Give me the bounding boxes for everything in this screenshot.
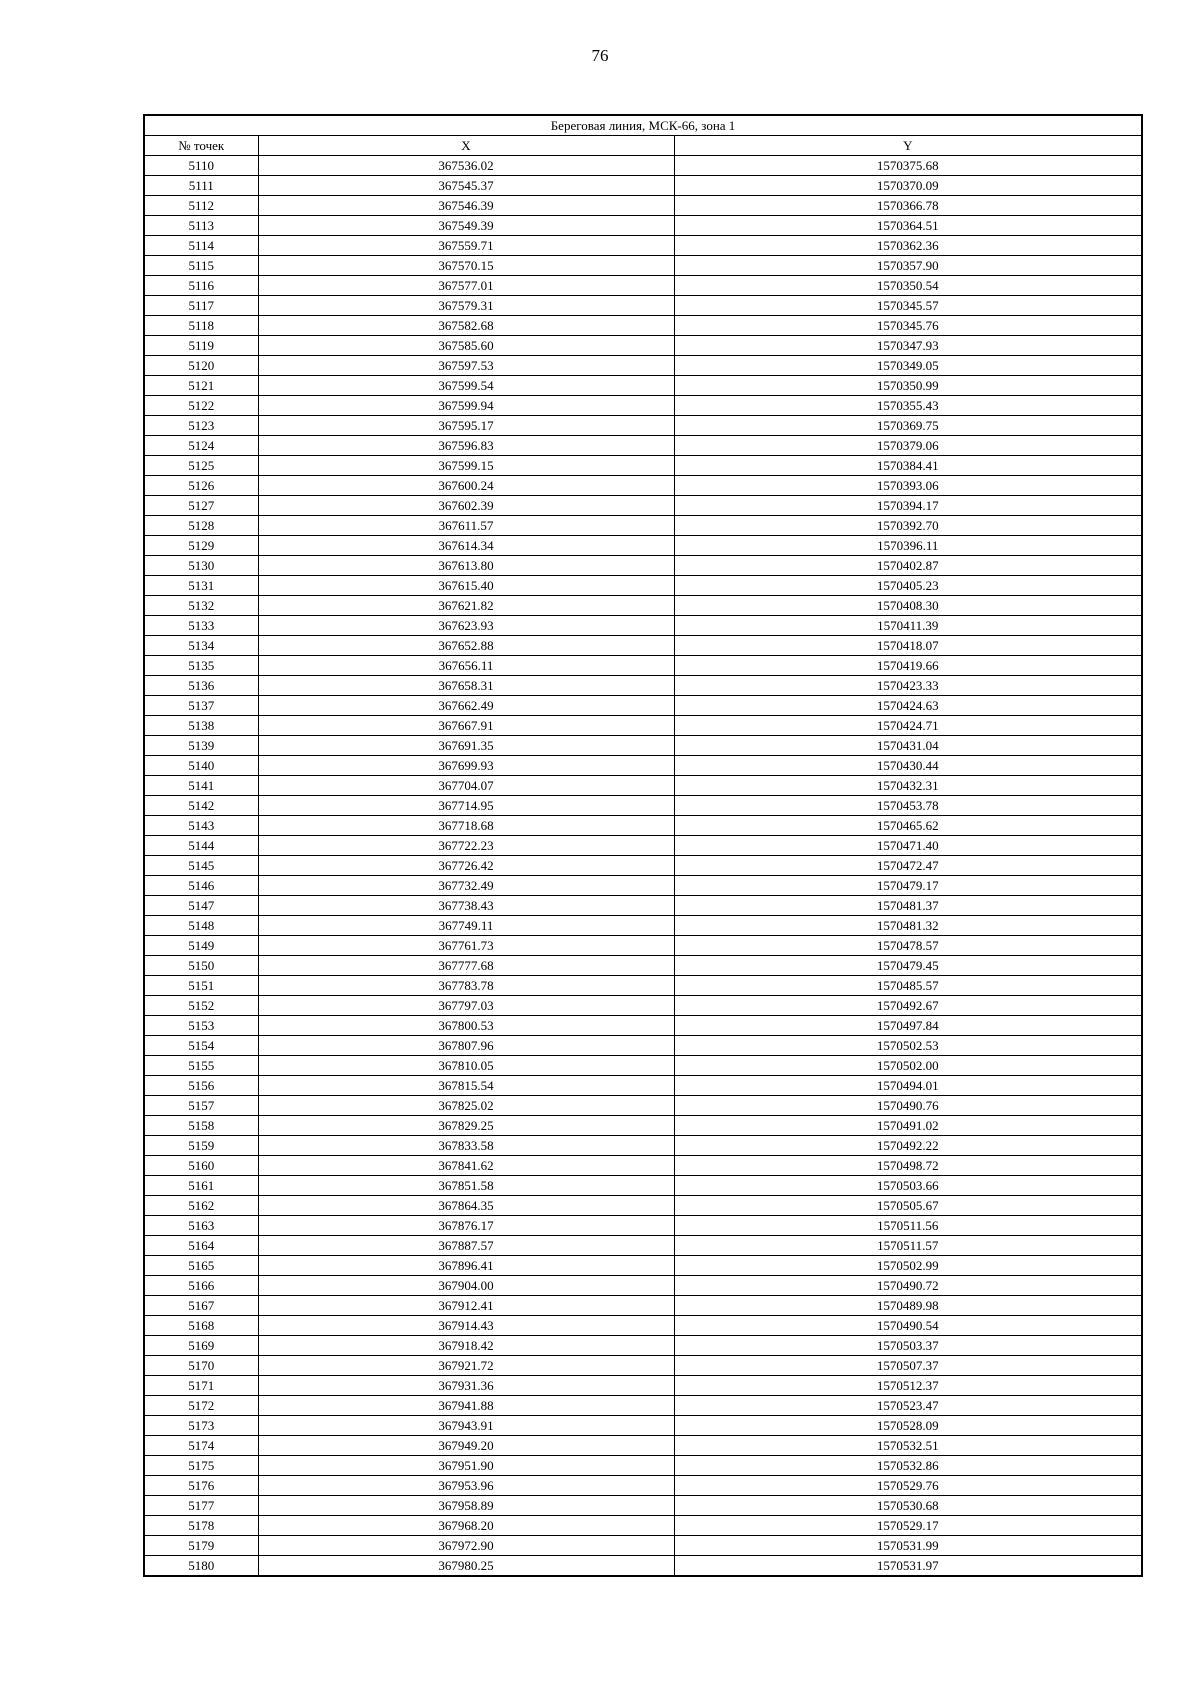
x-coordinate-cell: 367941.88: [258, 1396, 674, 1416]
point-number-cell: 5171: [144, 1376, 258, 1396]
table-row: [144, 1096, 1142, 1116]
x-coordinate-cell: 367579.31: [258, 296, 674, 316]
point-number-cell: 5113: [144, 216, 258, 236]
table-row: [144, 256, 1142, 276]
y-coordinate-cell: 1570503.37: [674, 1336, 1142, 1356]
table-row: [144, 1116, 1142, 1136]
column-header-y: Y: [674, 136, 1142, 156]
y-coordinate-cell: 1570494.01: [674, 1076, 1142, 1096]
y-coordinate-cell: 1570490.72: [674, 1276, 1142, 1296]
y-coordinate-cell: 1570347.93: [674, 336, 1142, 356]
x-coordinate-cell: 367749.11: [258, 916, 674, 936]
table-row: [144, 816, 1142, 836]
x-coordinate-cell: 367958.89: [258, 1496, 674, 1516]
table-row: [144, 1216, 1142, 1236]
point-number-cell: 5162: [144, 1196, 258, 1216]
x-coordinate-cell: 367931.36: [258, 1376, 674, 1396]
y-coordinate-cell: 1570423.33: [674, 676, 1142, 696]
point-number-cell: 5173: [144, 1416, 258, 1436]
y-coordinate-cell: 1570357.90: [674, 256, 1142, 276]
y-coordinate-cell: 1570532.86: [674, 1456, 1142, 1476]
point-number-cell: 5170: [144, 1356, 258, 1376]
point-number-cell: 5155: [144, 1056, 258, 1076]
point-number-cell: 5149: [144, 936, 258, 956]
point-number-cell: 5117: [144, 296, 258, 316]
y-coordinate-cell: 1570431.04: [674, 736, 1142, 756]
table-row: [144, 1536, 1142, 1556]
point-number-cell: 5130: [144, 556, 258, 576]
x-coordinate-cell: 367951.90: [258, 1456, 674, 1476]
x-coordinate-cell: 367652.88: [258, 636, 674, 656]
y-coordinate-cell: 1570481.37: [674, 896, 1142, 916]
table-row: [144, 1436, 1142, 1456]
point-number-cell: 5167: [144, 1296, 258, 1316]
point-number-cell: 5111: [144, 176, 258, 196]
y-coordinate-cell: 1570498.72: [674, 1156, 1142, 1176]
table-row: [144, 216, 1142, 236]
y-coordinate-cell: 1570531.99: [674, 1536, 1142, 1556]
y-coordinate-cell: 1570512.37: [674, 1376, 1142, 1396]
y-coordinate-cell: 1570507.37: [674, 1356, 1142, 1376]
point-number-cell: 5137: [144, 696, 258, 716]
x-coordinate-cell: 367864.35: [258, 1196, 674, 1216]
coordinates-table: [143, 114, 1143, 1577]
table-row: [144, 1016, 1142, 1036]
y-coordinate-cell: 1570492.67: [674, 996, 1142, 1016]
table-row: [144, 916, 1142, 936]
point-number-cell: 5172: [144, 1396, 258, 1416]
point-number-cell: 5134: [144, 636, 258, 656]
y-coordinate-cell: 1570529.17: [674, 1516, 1142, 1536]
table-row: [144, 456, 1142, 476]
column-header-x: X: [258, 136, 674, 156]
table-row: [144, 436, 1142, 456]
point-number-cell: 5138: [144, 716, 258, 736]
x-coordinate-cell: 367600.24: [258, 476, 674, 496]
y-coordinate-cell: 1570532.51: [674, 1436, 1142, 1456]
table-row: [144, 516, 1142, 536]
x-coordinate-cell: 367582.68: [258, 316, 674, 336]
point-number-cell: 5114: [144, 236, 258, 256]
table-row: [144, 1256, 1142, 1276]
y-coordinate-cell: 1570405.23: [674, 576, 1142, 596]
table-row: [144, 556, 1142, 576]
point-number-cell: 5112: [144, 196, 258, 216]
x-coordinate-cell: 367887.57: [258, 1236, 674, 1256]
page-number: 76: [591, 46, 609, 65]
point-number-cell: 5163: [144, 1216, 258, 1236]
x-coordinate-cell: 367912.41: [258, 1296, 674, 1316]
x-coordinate-cell: 367738.43: [258, 896, 674, 916]
y-coordinate-cell: 1570492.22: [674, 1136, 1142, 1156]
table-title: Береговая линия, МСК-66, зона 1: [144, 115, 1142, 136]
x-coordinate-cell: 367949.20: [258, 1436, 674, 1456]
point-number-cell: 5144: [144, 836, 258, 856]
x-coordinate-cell: 367595.17: [258, 416, 674, 436]
table-row: [144, 1476, 1142, 1496]
point-number-cell: 5150: [144, 956, 258, 976]
y-coordinate-cell: 1570479.45: [674, 956, 1142, 976]
table-row: [144, 1176, 1142, 1196]
table-row: [144, 496, 1142, 516]
x-coordinate-cell: 367704.07: [258, 776, 674, 796]
table-row: [144, 1156, 1142, 1176]
y-coordinate-cell: 1570393.06: [674, 476, 1142, 496]
y-coordinate-cell: 1570490.76: [674, 1096, 1142, 1116]
table-row: [144, 1076, 1142, 1096]
point-number-cell: 5177: [144, 1496, 258, 1516]
table-title-row: [144, 115, 1142, 136]
point-number-cell: 5139: [144, 736, 258, 756]
point-number-cell: 5169: [144, 1336, 258, 1356]
x-coordinate-cell: 367559.71: [258, 236, 674, 256]
point-number-cell: 5179: [144, 1536, 258, 1556]
x-coordinate-cell: 367536.02: [258, 156, 674, 176]
table-row: [144, 156, 1142, 176]
table-row: [144, 1396, 1142, 1416]
x-coordinate-cell: 367921.72: [258, 1356, 674, 1376]
table-row: [144, 1556, 1142, 1577]
point-number-cell: 5161: [144, 1176, 258, 1196]
table-row: [144, 876, 1142, 896]
point-number-cell: 5116: [144, 276, 258, 296]
point-number-cell: 5157: [144, 1096, 258, 1116]
point-number-cell: 5128: [144, 516, 258, 536]
column-header-point-number: № точек: [144, 136, 258, 156]
x-coordinate-cell: 367611.57: [258, 516, 674, 536]
x-coordinate-cell: 367914.43: [258, 1316, 674, 1336]
y-coordinate-cell: 1570379.06: [674, 436, 1142, 456]
table-row: [144, 376, 1142, 396]
y-coordinate-cell: 1570411.39: [674, 616, 1142, 636]
point-number-cell: 5141: [144, 776, 258, 796]
point-number-cell: 5118: [144, 316, 258, 336]
table-row: [144, 1236, 1142, 1256]
point-number-cell: 5142: [144, 796, 258, 816]
table-row: [144, 396, 1142, 416]
x-coordinate-cell: 367829.25: [258, 1116, 674, 1136]
x-coordinate-cell: 367699.93: [258, 756, 674, 776]
point-number-cell: 5140: [144, 756, 258, 776]
table-row: [144, 756, 1142, 776]
point-number-cell: 5180: [144, 1556, 258, 1577]
table-row: [144, 1276, 1142, 1296]
y-coordinate-cell: 1570370.09: [674, 176, 1142, 196]
y-coordinate-cell: 1570350.99: [674, 376, 1142, 396]
y-coordinate-cell: 1570530.68: [674, 1496, 1142, 1516]
y-coordinate-cell: 1570497.84: [674, 1016, 1142, 1036]
y-coordinate-cell: 1570472.47: [674, 856, 1142, 876]
table-row: [144, 236, 1142, 256]
point-number-cell: 5178: [144, 1516, 258, 1536]
y-coordinate-cell: 1570502.99: [674, 1256, 1142, 1276]
y-coordinate-cell: 1570490.54: [674, 1316, 1142, 1336]
point-number-cell: 5159: [144, 1136, 258, 1156]
y-coordinate-cell: 1570424.63: [674, 696, 1142, 716]
point-number-cell: 5131: [144, 576, 258, 596]
y-coordinate-cell: 1570349.05: [674, 356, 1142, 376]
y-coordinate-cell: 1570384.41: [674, 456, 1142, 476]
table-row: [144, 1376, 1142, 1396]
point-number-cell: 5165: [144, 1256, 258, 1276]
table-body: [144, 156, 1142, 1577]
point-number-cell: 5175: [144, 1456, 258, 1476]
point-number-cell: 5158: [144, 1116, 258, 1136]
table-row: [144, 836, 1142, 856]
x-coordinate-cell: 367602.39: [258, 496, 674, 516]
x-coordinate-cell: 367718.68: [258, 816, 674, 836]
table-row: [144, 536, 1142, 556]
point-number-cell: 5156: [144, 1076, 258, 1096]
y-coordinate-cell: 1570392.70: [674, 516, 1142, 536]
y-coordinate-cell: 1570375.68: [674, 156, 1142, 176]
x-coordinate-cell: 367570.15: [258, 256, 674, 276]
x-coordinate-cell: 367691.35: [258, 736, 674, 756]
y-coordinate-cell: 1570502.53: [674, 1036, 1142, 1056]
point-number-cell: 5136: [144, 676, 258, 696]
x-coordinate-cell: 367851.58: [258, 1176, 674, 1196]
y-coordinate-cell: 1570418.07: [674, 636, 1142, 656]
point-number-cell: 5121: [144, 376, 258, 396]
x-coordinate-cell: 367597.53: [258, 356, 674, 376]
x-coordinate-cell: 367662.49: [258, 696, 674, 716]
x-coordinate-cell: 367807.96: [258, 1036, 674, 1056]
table-row: [144, 1456, 1142, 1476]
table-row: [144, 1296, 1142, 1316]
point-number-cell: 5145: [144, 856, 258, 876]
x-coordinate-cell: 367777.68: [258, 956, 674, 976]
x-coordinate-cell: 367549.39: [258, 216, 674, 236]
y-coordinate-cell: 1570481.32: [674, 916, 1142, 936]
point-number-cell: 5176: [144, 1476, 258, 1496]
x-coordinate-cell: 367810.05: [258, 1056, 674, 1076]
point-number-cell: 5127: [144, 496, 258, 516]
table-row: [144, 636, 1142, 656]
x-coordinate-cell: 367623.93: [258, 616, 674, 636]
y-coordinate-cell: 1570362.36: [674, 236, 1142, 256]
x-coordinate-cell: 367596.83: [258, 436, 674, 456]
y-coordinate-cell: 1570430.44: [674, 756, 1142, 776]
table-row: [144, 1196, 1142, 1216]
table-header-row: [144, 136, 1142, 156]
y-coordinate-cell: 1570350.54: [674, 276, 1142, 296]
table-row: [144, 956, 1142, 976]
x-coordinate-cell: 367614.34: [258, 536, 674, 556]
x-coordinate-cell: 367585.60: [258, 336, 674, 356]
point-number-cell: 5126: [144, 476, 258, 496]
x-coordinate-cell: 367841.62: [258, 1156, 674, 1176]
table-row: [144, 896, 1142, 916]
x-coordinate-cell: 367667.91: [258, 716, 674, 736]
point-number-cell: 5152: [144, 996, 258, 1016]
point-number-cell: 5110: [144, 156, 258, 176]
x-coordinate-cell: 367761.73: [258, 936, 674, 956]
x-coordinate-cell: 367722.23: [258, 836, 674, 856]
x-coordinate-cell: 367968.20: [258, 1516, 674, 1536]
table-row: [144, 1336, 1142, 1356]
point-number-cell: 5154: [144, 1036, 258, 1056]
x-coordinate-cell: 367732.49: [258, 876, 674, 896]
y-coordinate-cell: 1570478.57: [674, 936, 1142, 956]
x-coordinate-cell: 367943.91: [258, 1416, 674, 1436]
table-row: [144, 296, 1142, 316]
y-coordinate-cell: 1570503.66: [674, 1176, 1142, 1196]
y-coordinate-cell: 1570485.57: [674, 976, 1142, 996]
table-row: [144, 176, 1142, 196]
x-coordinate-cell: 367800.53: [258, 1016, 674, 1036]
point-number-cell: 5174: [144, 1436, 258, 1456]
x-coordinate-cell: 367599.54: [258, 376, 674, 396]
point-number-cell: 5148: [144, 916, 258, 936]
table-row: [144, 1416, 1142, 1436]
y-coordinate-cell: 1570523.47: [674, 1396, 1142, 1416]
x-coordinate-cell: 367783.78: [258, 976, 674, 996]
point-number-cell: 5166: [144, 1276, 258, 1296]
point-number-cell: 5153: [144, 1016, 258, 1036]
point-number-cell: 5123: [144, 416, 258, 436]
y-coordinate-cell: 1570511.56: [674, 1216, 1142, 1236]
table-row: [144, 656, 1142, 676]
table-row: [144, 1496, 1142, 1516]
table-row: [144, 716, 1142, 736]
x-coordinate-cell: 367658.31: [258, 676, 674, 696]
point-number-cell: 5133: [144, 616, 258, 636]
x-coordinate-cell: 367972.90: [258, 1536, 674, 1556]
point-number-cell: 5151: [144, 976, 258, 996]
table-row: [144, 796, 1142, 816]
x-coordinate-cell: 367815.54: [258, 1076, 674, 1096]
table-row: [144, 336, 1142, 356]
y-coordinate-cell: 1570355.43: [674, 396, 1142, 416]
point-number-cell: 5168: [144, 1316, 258, 1336]
x-coordinate-cell: 367599.94: [258, 396, 674, 416]
point-number-cell: 5164: [144, 1236, 258, 1256]
y-coordinate-cell: 1570408.30: [674, 596, 1142, 616]
table-row: [144, 1056, 1142, 1076]
point-number-cell: 5160: [144, 1156, 258, 1176]
table-row: [144, 976, 1142, 996]
table-row: [144, 1136, 1142, 1156]
table-row: [144, 576, 1142, 596]
x-coordinate-cell: 367797.03: [258, 996, 674, 1016]
table-row: [144, 856, 1142, 876]
y-coordinate-cell: 1570531.97: [674, 1556, 1142, 1577]
table-row: [144, 696, 1142, 716]
x-coordinate-cell: 367980.25: [258, 1556, 674, 1577]
y-coordinate-cell: 1570471.40: [674, 836, 1142, 856]
point-number-cell: 5115: [144, 256, 258, 276]
y-coordinate-cell: 1570369.75: [674, 416, 1142, 436]
y-coordinate-cell: 1570489.98: [674, 1296, 1142, 1316]
y-coordinate-cell: 1570528.09: [674, 1416, 1142, 1436]
x-coordinate-cell: 367896.41: [258, 1256, 674, 1276]
x-coordinate-cell: 367825.02: [258, 1096, 674, 1116]
x-coordinate-cell: 367656.11: [258, 656, 674, 676]
point-number-cell: 5125: [144, 456, 258, 476]
table-row: [144, 776, 1142, 796]
x-coordinate-cell: 367599.15: [258, 456, 674, 476]
table-row: [144, 1516, 1142, 1536]
point-number-cell: 5129: [144, 536, 258, 556]
table-row: [144, 276, 1142, 296]
point-number-cell: 5147: [144, 896, 258, 916]
y-coordinate-cell: 1570511.57: [674, 1236, 1142, 1256]
point-number-cell: 5119: [144, 336, 258, 356]
table-row: [144, 476, 1142, 496]
point-number-cell: 5146: [144, 876, 258, 896]
y-coordinate-cell: 1570505.67: [674, 1196, 1142, 1216]
point-number-cell: 5122: [144, 396, 258, 416]
x-coordinate-cell: 367613.80: [258, 556, 674, 576]
x-coordinate-cell: 367904.00: [258, 1276, 674, 1296]
table-row: [144, 1036, 1142, 1056]
y-coordinate-cell: 1570453.78: [674, 796, 1142, 816]
point-number-cell: 5143: [144, 816, 258, 836]
y-coordinate-cell: 1570396.11: [674, 536, 1142, 556]
table-row: [144, 676, 1142, 696]
x-coordinate-cell: 367615.40: [258, 576, 674, 596]
y-coordinate-cell: 1570345.57: [674, 296, 1142, 316]
x-coordinate-cell: 367714.95: [258, 796, 674, 816]
table-row: [144, 416, 1142, 436]
x-coordinate-cell: 367726.42: [258, 856, 674, 876]
y-coordinate-cell: 1570419.66: [674, 656, 1142, 676]
y-coordinate-cell: 1570502.00: [674, 1056, 1142, 1076]
y-coordinate-cell: 1570491.02: [674, 1116, 1142, 1136]
x-coordinate-cell: 367545.37: [258, 176, 674, 196]
x-coordinate-cell: 367621.82: [258, 596, 674, 616]
table-row: [144, 596, 1142, 616]
x-coordinate-cell: 367577.01: [258, 276, 674, 296]
y-coordinate-cell: 1570402.87: [674, 556, 1142, 576]
table-row: [144, 616, 1142, 636]
point-number-cell: 5124: [144, 436, 258, 456]
point-number-cell: 5135: [144, 656, 258, 676]
x-coordinate-cell: 367833.58: [258, 1136, 674, 1156]
x-coordinate-cell: 367918.42: [258, 1336, 674, 1356]
table-row: [144, 316, 1142, 336]
table-row: [144, 356, 1142, 376]
point-number-cell: 5132: [144, 596, 258, 616]
table-row: [144, 1356, 1142, 1376]
point-number-cell: 5120: [144, 356, 258, 376]
y-coordinate-cell: 1570432.31: [674, 776, 1142, 796]
table-row: [144, 196, 1142, 216]
y-coordinate-cell: 1570394.17: [674, 496, 1142, 516]
y-coordinate-cell: 1570479.17: [674, 876, 1142, 896]
y-coordinate-cell: 1570529.76: [674, 1476, 1142, 1496]
x-coordinate-cell: 367546.39: [258, 196, 674, 216]
x-coordinate-cell: 367876.17: [258, 1216, 674, 1236]
y-coordinate-cell: 1570424.71: [674, 716, 1142, 736]
y-coordinate-cell: 1570345.76: [674, 316, 1142, 336]
table-row: [144, 736, 1142, 756]
table-row: [144, 936, 1142, 956]
y-coordinate-cell: 1570364.51: [674, 216, 1142, 236]
table-row: [144, 996, 1142, 1016]
y-coordinate-cell: 1570465.62: [674, 816, 1142, 836]
y-coordinate-cell: 1570366.78: [674, 196, 1142, 216]
x-coordinate-cell: 367953.96: [258, 1476, 674, 1496]
table-row: [144, 1316, 1142, 1336]
